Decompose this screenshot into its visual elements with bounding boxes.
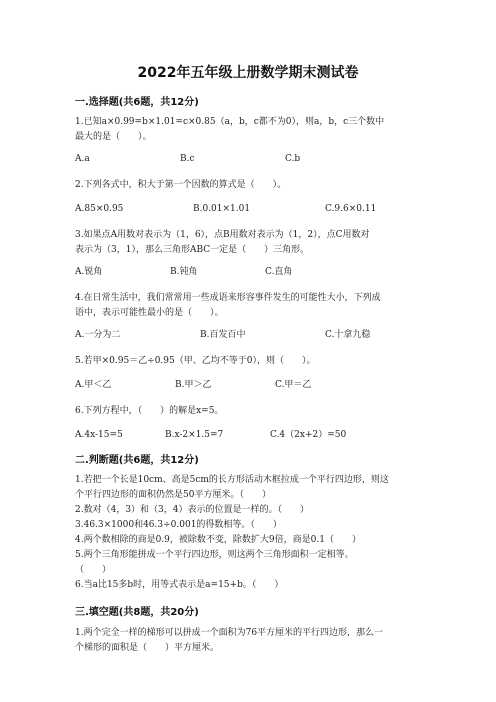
question-6-option-c: C.4（2x+2）=50 (270, 430, 347, 440)
question-3-line-1: 3.如果点A用数对表示为（1，6），点B用数对表示为（1，2），点C用数对 (75, 230, 370, 240)
fill-in-line-2: 个梯形的面积是（ ）平方厘米。 (75, 643, 220, 653)
question-5-option-c: C.甲＝乙 (275, 380, 312, 390)
question-4-option-b: B.百发百中 (200, 330, 246, 340)
judgement-line-4: 3.46.3×1000和46.3÷0.001的得数相等。（ ） (75, 520, 282, 530)
question-5-option-b: B.甲＞乙 (175, 380, 212, 390)
question-3-option-c: C.直角 (265, 267, 293, 277)
page-title: 2022年五年级上册数学期末测试卷 (137, 65, 359, 81)
question-1-option-b: B.c (180, 154, 195, 164)
question-2-option-a: A.85×0.95 (75, 204, 124, 214)
question-3-line-2: 表示为（3，1），那么三角形ABC一定是（ ）三角形。 (75, 245, 310, 255)
question-1-line-1: 1.已知a×0.99=b×1.01=c×0.85（a，b，c都不为0），则a，b，c三个数中 (75, 117, 385, 127)
question-5-option-a: A.甲＜乙 (75, 380, 112, 390)
judgement-line-3: 2.数对（4，3）和（3，4）表示的位置是一样的。（ ） (75, 505, 309, 515)
question-2-option-c: C.9.6×0.11 (325, 204, 377, 214)
section-heading-fill-in: 三.填空题(共8题，共20分) (75, 607, 199, 618)
question-6-line-1: 6.下列方程中，（ ）的解是x=5。 (75, 406, 224, 416)
judgement-line-5: 4.两个数相除的商是0.9，被除数不变，除数扩大9倍，商是0.1（ ） (75, 535, 361, 545)
question-4-line-2: 语中，表示可能性最小的是（ ）。 (75, 308, 224, 318)
question-1-line-2: 最大的是（ ）。 (75, 132, 152, 142)
question-2-line-1: 2.下列各式中，积大于第一个因数的算式是（ ）。 (75, 180, 287, 190)
fill-in-line-1: 1.两个完全一样的梯形可以拼成一个面积为76平方厘米的平行四边形，那么一 (75, 628, 384, 638)
question-4-option-c: C.十拿九稳 (325, 330, 371, 340)
judgement-line-2: 个平行四边形的面积仍然是50平方厘米。（ ） (75, 490, 271, 500)
question-2-option-b: B.0.01×1.01 (193, 204, 251, 214)
judgement-line-6: 5.两个三角形能拼成一个平行四边形，则这两个三角形面积一定相等。 (75, 550, 354, 560)
question-3-option-a: A.锐角 (75, 267, 103, 277)
judgement-line-8: 6.当a比15多b时，用等式表示是a=15+b。（ ） (75, 580, 284, 590)
question-5-line-1: 5.若甲×0.95＝乙÷0.95（甲、乙均不等于0），则（ ）。 (75, 356, 316, 366)
question-6-option-a: A.4x-15=5 (75, 430, 123, 440)
judgement-line-1: 1.若把一个长是10cm、高是5cm的长方形活动木框拉成一个平行四边形，则这 (75, 475, 389, 485)
question-1-option-a: A.a (75, 154, 90, 164)
question-1-option-c: C.b (285, 154, 301, 164)
section-heading-choice: 一.选择题(共6题，共12分) (75, 97, 199, 108)
question-4-line-1: 4.在日常生活中，我们常常用一些成语来形容事件发生的可能性大小，下列成 (75, 293, 381, 303)
section-heading-judgement: 二.判断题(共6题，共12分) (75, 455, 199, 466)
question-3-option-b: B.钝角 (170, 267, 198, 277)
question-6-option-b: B.x-2×1.5=7 (165, 430, 224, 440)
question-4-option-a: A.一分为二 (75, 330, 121, 340)
judgement-line-7: （ ） (75, 565, 112, 575)
